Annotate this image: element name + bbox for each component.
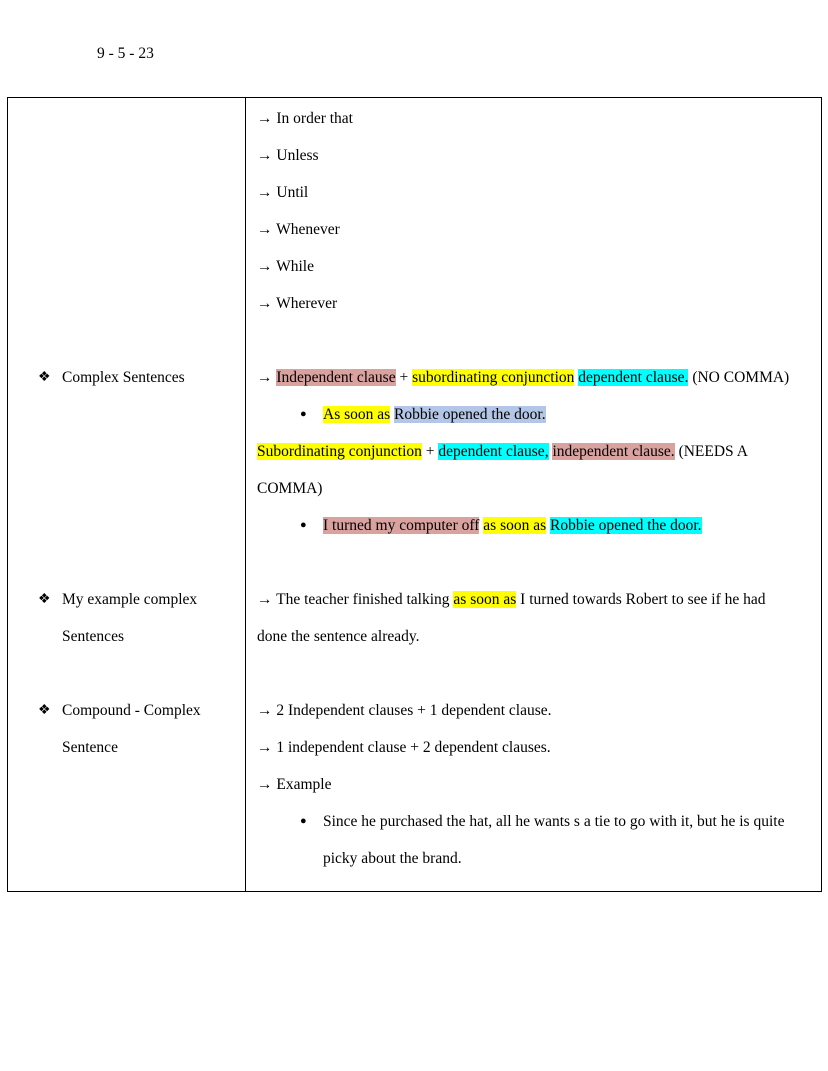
text-segment: I turned my computer off — [323, 517, 480, 534]
text-segment: + — [421, 443, 439, 460]
list-item: → 2 Independent clauses + 1 dependent clause. — [257, 702, 552, 719]
table-row-my-example — [8, 581, 822, 692]
example-comma — [257, 507, 813, 544]
text-segment: as soon as — [483, 517, 547, 534]
text-segment: Independent clause — [276, 369, 396, 386]
table-row-conjunctions — [8, 98, 822, 360]
blank-line — [257, 544, 813, 581]
list-item: → Until — [257, 184, 309, 201]
right-cell-conjunctions — [246, 98, 822, 360]
list-item: → Unless — [257, 147, 319, 164]
table-row-compound-complex — [8, 692, 822, 892]
dot-bullet-icon: ● — [300, 408, 307, 420]
list-item: → 1 independent clause + 2 dependent clauses. — [257, 739, 551, 756]
example-sentence-line: Since he purchased the hat, all he wants s a tie to go with it, but he is quite — [323, 813, 785, 830]
text-segment: (NEEDS A — [674, 443, 748, 460]
text-segment: Robbie opened the door. — [550, 517, 702, 534]
blank-line — [257, 655, 813, 692]
row-label-text — [62, 581, 245, 655]
table-row-complex-sentences — [8, 359, 822, 581]
example-text — [323, 507, 813, 544]
diamond-bullet-icon: ❖ — [38, 703, 51, 718]
list-item: → Example — [257, 776, 332, 793]
diamond-bullet-icon: ❖ — [38, 592, 51, 607]
left-cell-complex-sentences — [8, 359, 246, 581]
row-label-text: Complex Sentences — [62, 369, 185, 386]
row-label — [38, 581, 245, 655]
text-segment: dependent clause. — [578, 369, 689, 386]
date-heading: 9 - 5 - 23 — [97, 45, 154, 62]
text-segment: As soon as — [323, 406, 391, 423]
label-line: My example complex — [62, 591, 198, 608]
example-sentence-line: picky about the brand. — [323, 850, 462, 867]
label-line: Sentences — [62, 628, 124, 645]
diamond-bullet-icon: ❖ — [38, 370, 51, 385]
text-segment: Robbie opened the door. — [394, 406, 546, 423]
notes-table — [7, 97, 822, 892]
text-segment: as soon as — [453, 591, 517, 608]
example-sentence-line — [257, 581, 813, 618]
text-segment: → — [257, 369, 277, 386]
left-cell-compound-complex — [8, 692, 246, 892]
text-segment: → The teacher finished talking — [257, 591, 454, 608]
right-cell-complex-sentences — [246, 359, 822, 581]
row-label — [38, 359, 245, 396]
list-item: → Wherever — [257, 295, 338, 312]
formula-comma-wrap: COMMA) — [257, 480, 323, 497]
text-segment: + — [395, 369, 413, 386]
list-item: → In order that — [257, 110, 353, 127]
text-segment: (NO COMMA) — [688, 369, 790, 386]
formula-comma — [257, 433, 813, 470]
label-line: Compound - Complex — [62, 702, 201, 719]
left-cell-my-example — [8, 581, 246, 692]
text-segment: subordinating conjunction — [412, 369, 575, 386]
dot-bullet-icon: ● — [300, 519, 307, 531]
text-segment: I turned towards Robert to see if he had — [516, 591, 766, 608]
example-text — [323, 396, 813, 433]
row-label-text — [62, 692, 245, 766]
example-no-comma — [257, 396, 813, 433]
text-segment: dependent clause, — [438, 443, 549, 460]
example-sentence-line: done the sentence already. — [257, 628, 420, 645]
list-item: → Whenever — [257, 221, 340, 238]
right-cell-compound-complex — [246, 692, 822, 892]
label-line: Sentence — [62, 739, 118, 756]
compound-complex-example — [257, 803, 813, 877]
blank-line — [257, 322, 813, 359]
formula-no-comma — [257, 359, 813, 396]
row-label — [38, 692, 245, 766]
text-segment: Subordinating conjunction — [257, 443, 422, 460]
dot-bullet-icon: ● — [300, 815, 307, 827]
left-cell-empty — [8, 98, 246, 360]
text-segment: independent clause. — [552, 443, 675, 460]
list-item: → While — [257, 258, 314, 275]
example-text — [323, 803, 813, 877]
right-cell-my-example — [246, 581, 822, 692]
